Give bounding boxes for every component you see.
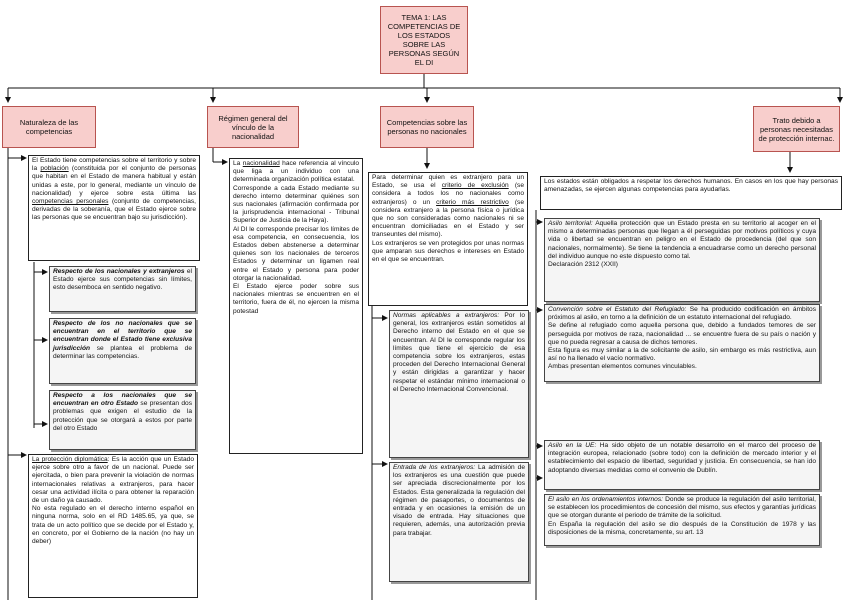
col4-refugiado-box: Convención sobre el Estatuto del Refugiado: Se ha producido codificación en ámbitos próximos al asilo, en torno a la definición de un estatuto internacional del refugiado. Se define al refugiado como aquella persona que, debido a fundados temores de ser perseguida por motivos de raza, nacionalidad ... se encuentre fuera de su país o nación y que no pueda regresar a causa de dichos temores. Esta figura es muy similar a la de solicitante de asilo, sin embargo es más restrictiva, aun así no ha llenado el vacío normativo. Ambas presentan elementos comunes vinculables. [544,304,820,382]
header-regimen-label: Régimen general del vínculo de la nacionalidad [218,113,288,141]
header-regimen[interactable] [207,106,299,148]
header-trato[interactable] [753,106,840,152]
col2-nacionalidad-box: La nacionalidad hace referencia al vínculo que liga a un individuo con una determinada organización política estatal. Corresponde a cada Estado mediante su derecho interno determinar quiénes son sus nacionales (afirmación confirmada por la jurisprudencia internacional - Tribunal Superior de Justicia de la Haya). Al DI le corresponde precisar los límites de esa competencia, en consecuencia, los Estados deben abstenerse a determinar quienes son los nacionales de terceros Estados y determinar un ligamen real entre el Estado y persona para poder otorgar la nacionalidad. El Estado ejerce poder sobre sus nacionales mientras se encuentren en el territorio, fuera de él, no ejercen la misma potestad [229,158,363,454]
col1-fuera-box: Respecto a los nacionales que se encuentran en otro Estado se presentan dos problemas que exigen el estudio de la protección que se otorgará a estos por parte del otro Estado [49,390,196,450]
header-competencias-label: Competencias sobre las personas no nacionales [386,118,468,136]
root-title: TEMA 1: LAS COMPETENCIAS DE LOS ESTADOS SOBRE LAS PERSONAS SEGÚN EL DI [387,13,461,67]
header-naturaleza[interactable] [2,106,96,148]
col1-main-box: El Estado tiene competencias sobre el territorio y sobre la población (constituida por el conjunto de personas que habitan en el Estado de manera habitual y están unidas a este, por lo general, mediante un vínculo de nacionalidad) y ejerce sobre esta última las competencias personales (conjunto de competencias, derivadas de la soberanía, que el Estado ejerce sobre las personas que se encuentran bajo su jurisdicción). [28,155,200,261]
col3-normas-box: Normas aplicables a extranjeros: Por lo general, los extranjeros están sometidos al Derecho interno del Estado en el que se encuentran. Al DI le corresponde regular los límites que tiene el ejercicio de esa competencia sobre los extranjeros, estas proceden del Derecho Internacional General y están dirigidas a garantizar y hacer respetar el estándar mínimo internacional o el Derecho Internacional Convencional. [389,310,529,458]
header-naturaleza-label: Naturaleza de las competencias [19,118,79,136]
col3-intro-box: Para determinar quien es extranjero para un Estado, se usa el criterio de exclusión (se considera a todos los no nacionales como extranjeros) o un criterio más restrictivo (se considera extranjero a la persona física o jurídica que no son consideradas como nacionales ni se encuentran domiciliadas en el Estado y ser transeuntes del mismo). Los extranjeros se ven protegidos por unas normas que amparan sus derechos e intereses en Estado en el que se encuentran. [368,172,528,306]
col1-no-nacionales-box: Respecto de los no nacionales que se encuentran en el territorio que se encuentran donde el Estado tiene exclusiva jurisdicción se plantea el problema de determinar las competencias. [49,318,196,384]
col1-nacionales-box: Respecto de los nacionales y extranjeros el Estado ejerce sus competencias sin límites, esto desemboca en sentido negativo. [49,266,196,312]
col4-asilo-interno-box: El asilo en los ordenamientos internos: Donde se produce la regulación del asilo territorial, se establecen los procedimientos de concesión del mismo, sus efectos y garantías jurídicas que se otorgan durante el periodo de trámite de la solicitud. En España la regulación del asilo se dio después de la Constitución de 1978 y las disposiciones de la misma, concretamente, su art. 13 [544,494,820,546]
col4-asilo-ue-box: Asilo en la UE: Ha sido objeto de un notable desarrollo en el marco del proceso de integración europea, relacionado (sobre todo) con la definición de mercado interior y el establecimiento del espacio de libertad, seguridad y justicia. En consecuencia, se han ido adoptando diversas medidas como el convenio de Dublín. [544,440,820,490]
root-title-box[interactable] [380,6,468,74]
col4-intro-box: Los estados están obligados a respetar los derechos humanos. En casos en los que hay personas amenazadas, se ejercen algunas competencias para ayudarlas. [540,176,842,210]
col4-asilo-territorial-box: Asilo territorial: Aquella protección que un Estado presta en su territorio al acoger en el mismo a determinadas personas que llegan a él perseguidas por motivos políticos y cuya vida o libertad se encuentran en peligro en el Estado de procedencia (del que son nacionales, normalmente). Se tiene la tendencia a encuadrarse como un derecho personal del individuo aunque no este dispuesto como tal. Declaración 2312 (XXII) [544,218,820,302]
header-trato-label: Trato debido a personas necesitadas de protección internac. [758,115,835,143]
col1-diplomatica-box: La protección diplomática: Es la acción que un Estado ejerce sobre otro a favor de un nacional. Puede ser ejercitada, o bien para prevenir la violación de normas internacionales relativas a extranjeros, para hacer cesar una actividad ilícita o para obtener la reparación de un daño ya causado. No esta regulado en el derecho interno español en ninguna norma, solo en el RD 1485.65, ya que, se trata de un acto político que se decide por el Estado y, en concreto, por el Gobierno de la nación (no hay un deber) [28,454,198,598]
col3-entrada-box: Entrada de los extranjeros: La admisión de los extranjeros es una cuestión que puede ser apreciada discrecionalmente por los Estados. Esta generalizada la regulación del régimen de pasaportes, o documentos de entrada y en ocasiones la emisión de un visado de entrada. Hay situaciones que requieren, además, una autorización previa para trabajar. [389,462,529,582]
header-competencias[interactable] [380,106,474,148]
